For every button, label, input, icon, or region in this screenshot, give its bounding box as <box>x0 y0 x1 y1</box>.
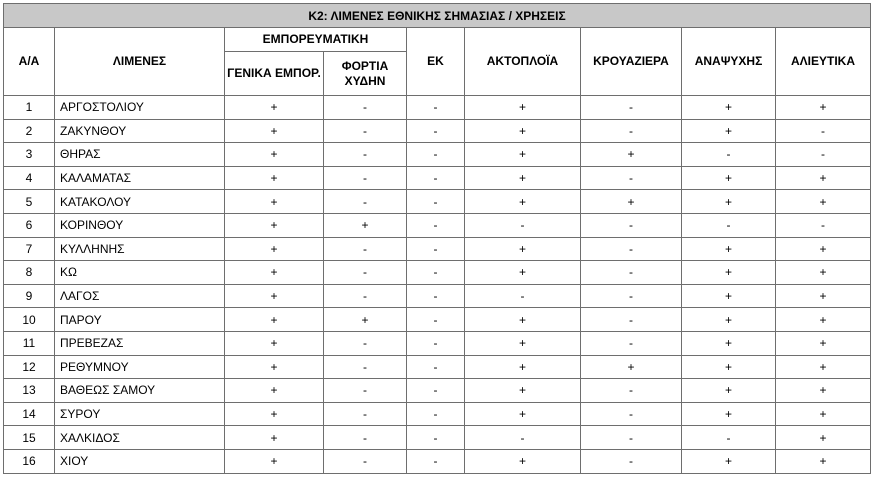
coastal-shipping-cell: + <box>465 402 581 426</box>
leisure-cell: + <box>682 284 776 308</box>
header-aa: Α/Α <box>4 28 55 96</box>
coastal-shipping-cell: - <box>465 284 581 308</box>
ek-cell: - <box>407 119 465 143</box>
fishing-cell: - <box>776 119 871 143</box>
coastal-shipping-cell: + <box>465 190 581 214</box>
port-name-cell: ΣΥΡΟΥ <box>55 402 225 426</box>
fishing-cell: + <box>776 261 871 285</box>
bulk-cargo-cell: + <box>324 213 407 237</box>
bulk-cargo-cell: - <box>324 261 407 285</box>
fishing-cell: + <box>776 308 871 332</box>
port-name-cell: ΛΑΓΟΣ <box>55 284 225 308</box>
leisure-cell: + <box>682 237 776 261</box>
row-number-cell: 16 <box>4 449 55 473</box>
general-cargo-cell: + <box>225 426 324 450</box>
fishing-cell: + <box>776 449 871 473</box>
bulk-cargo-cell: - <box>324 331 407 355</box>
cruise-cell: - <box>581 402 682 426</box>
coastal-shipping-cell: - <box>465 426 581 450</box>
leisure-cell: + <box>682 402 776 426</box>
port-name-cell: ΡΕΘΥΜΝΟΥ <box>55 355 225 379</box>
ek-cell: - <box>407 213 465 237</box>
row-number-cell: 3 <box>4 143 55 167</box>
ek-cell: - <box>407 261 465 285</box>
row-number-cell: 14 <box>4 402 55 426</box>
table-row <box>4 379 871 403</box>
general-cargo-cell: + <box>225 119 324 143</box>
ports-usage-table <box>3 3 871 474</box>
general-cargo-cell: + <box>225 379 324 403</box>
ek-cell: - <box>407 143 465 167</box>
cruise-cell: + <box>581 355 682 379</box>
ek-cell: - <box>407 379 465 403</box>
ek-cell: - <box>407 426 465 450</box>
fishing-cell: + <box>776 331 871 355</box>
leisure-cell: + <box>682 355 776 379</box>
leisure-cell: + <box>682 119 776 143</box>
row-number-cell: 10 <box>4 308 55 332</box>
table-row <box>4 402 871 426</box>
port-name-cell: ΠΑΡΟΥ <box>55 308 225 332</box>
bulk-cargo-cell: - <box>324 284 407 308</box>
bulk-cargo-cell: - <box>324 449 407 473</box>
fishing-cell: + <box>776 426 871 450</box>
cruise-cell: - <box>581 237 682 261</box>
table-row <box>4 261 871 285</box>
general-cargo-cell: + <box>225 284 324 308</box>
general-cargo-cell: + <box>225 402 324 426</box>
coastal-shipping-cell: + <box>465 143 581 167</box>
leisure-cell: + <box>682 190 776 214</box>
ek-cell: - <box>407 331 465 355</box>
general-cargo-cell: + <box>225 96 324 120</box>
table-row <box>4 331 871 355</box>
cruise-cell: - <box>581 284 682 308</box>
coastal-shipping-cell: + <box>465 166 581 190</box>
leisure-cell: + <box>682 379 776 403</box>
general-cargo-cell: + <box>225 449 324 473</box>
bulk-cargo-cell: - <box>324 190 407 214</box>
header-cruise: ΚΡΟΥΑΖΙΕΡΑ <box>581 28 682 96</box>
leisure-cell: + <box>682 308 776 332</box>
port-name-cell: ΧΑΛΚΙΔΟΣ <box>55 426 225 450</box>
cruise-cell: - <box>581 379 682 403</box>
leisure-cell: + <box>682 331 776 355</box>
fishing-cell: + <box>776 166 871 190</box>
leisure-cell: - <box>682 426 776 450</box>
general-cargo-cell: + <box>225 237 324 261</box>
bulk-cargo-cell: - <box>324 237 407 261</box>
cruise-cell: - <box>581 308 682 332</box>
cruise-cell: + <box>581 190 682 214</box>
fishing-cell: + <box>776 355 871 379</box>
ek-cell: - <box>407 284 465 308</box>
row-number-cell: 8 <box>4 261 55 285</box>
table-row <box>4 143 871 167</box>
table-row <box>4 308 871 332</box>
fishing-cell: - <box>776 143 871 167</box>
fishing-cell: + <box>776 379 871 403</box>
bulk-cargo-cell: - <box>324 143 407 167</box>
coastal-shipping-cell: + <box>465 96 581 120</box>
bulk-cargo-cell: + <box>324 308 407 332</box>
table-row <box>4 237 871 261</box>
header-commercial: ΕΜΠΟΡΕΥΜΑΤΙΚΗ <box>225 28 407 52</box>
cruise-cell: - <box>581 96 682 120</box>
port-name-cell: ΧΙΟΥ <box>55 449 225 473</box>
table-row <box>4 96 871 120</box>
bulk-cargo-cell: - <box>324 426 407 450</box>
ek-cell: - <box>407 166 465 190</box>
header-leisure: ΑΝΑΨΥΧΗΣ <box>682 28 776 96</box>
header-ek: ΕΚ <box>407 28 465 96</box>
general-cargo-cell: + <box>225 308 324 332</box>
fishing-cell: - <box>776 213 871 237</box>
port-name-cell: ΘΗΡΑΣ <box>55 143 225 167</box>
row-number-cell: 12 <box>4 355 55 379</box>
table-row <box>4 190 871 214</box>
table-row <box>4 355 871 379</box>
fishing-cell: + <box>776 402 871 426</box>
leisure-cell: + <box>682 261 776 285</box>
coastal-shipping-cell: + <box>465 379 581 403</box>
ek-cell: - <box>407 190 465 214</box>
port-name-cell: ΚΑΛΑΜΑΤΑΣ <box>55 166 225 190</box>
table-row <box>4 426 871 450</box>
coastal-shipping-cell: + <box>465 308 581 332</box>
cruise-cell: - <box>581 119 682 143</box>
table-row <box>4 119 871 143</box>
cruise-cell: - <box>581 261 682 285</box>
ek-cell: - <box>407 449 465 473</box>
ek-cell: - <box>407 237 465 261</box>
coastal-shipping-cell: + <box>465 449 581 473</box>
table-body <box>4 96 871 474</box>
fishing-cell: + <box>776 237 871 261</box>
leisure-cell: + <box>682 166 776 190</box>
fishing-cell: + <box>776 96 871 120</box>
fishing-cell: + <box>776 284 871 308</box>
bulk-cargo-cell: - <box>324 119 407 143</box>
general-cargo-cell: + <box>225 166 324 190</box>
fishing-cell: + <box>776 190 871 214</box>
general-cargo-cell: + <box>225 261 324 285</box>
row-number-cell: 5 <box>4 190 55 214</box>
bulk-cargo-cell: - <box>324 402 407 426</box>
general-cargo-cell: + <box>225 213 324 237</box>
general-cargo-cell: + <box>225 143 324 167</box>
row-number-cell: 11 <box>4 331 55 355</box>
cruise-cell: - <box>581 331 682 355</box>
cruise-cell: - <box>581 166 682 190</box>
row-number-cell: 15 <box>4 426 55 450</box>
cruise-cell: + <box>581 143 682 167</box>
coastal-shipping-cell: + <box>465 331 581 355</box>
port-name-cell: ΖΑΚΥΝΘΟΥ <box>55 119 225 143</box>
table-row <box>4 166 871 190</box>
port-name-cell: ΚΟΡΙΝΘΟΥ <box>55 213 225 237</box>
cruise-cell: - <box>581 449 682 473</box>
general-cargo-cell: + <box>225 190 324 214</box>
row-number-cell: 6 <box>4 213 55 237</box>
table-row <box>4 284 871 308</box>
header-general: ΓΕΝΙΚΑ ΕΜΠΟΡ. <box>225 52 324 96</box>
bulk-cargo-cell: - <box>324 166 407 190</box>
coastal-shipping-cell: - <box>465 213 581 237</box>
port-name-cell: ΚΥΛΛΗΝΗΣ <box>55 237 225 261</box>
coastal-shipping-cell: + <box>465 261 581 285</box>
table-row <box>4 449 871 473</box>
row-number-cell: 9 <box>4 284 55 308</box>
header-ports: ΛΙΜΕΝΕΣ <box>55 28 225 96</box>
leisure-cell: - <box>682 213 776 237</box>
general-cargo-cell: + <box>225 355 324 379</box>
table-title: Κ2: ΛΙΜΕΝΕΣ ΕΘΝΙΚΗΣ ΣΗΜΑΣΙΑΣ / ΧΡΗΣΕΙΣ <box>4 4 871 28</box>
leisure-cell: + <box>682 96 776 120</box>
row-number-cell: 1 <box>4 96 55 120</box>
ek-cell: - <box>407 308 465 332</box>
port-name-cell: ΚΩ <box>55 261 225 285</box>
port-name-cell: ΚΑΤΑΚΟΛΟΥ <box>55 190 225 214</box>
port-name-cell: ΠΡΕΒΕΖΑΣ <box>55 331 225 355</box>
coastal-shipping-cell: + <box>465 237 581 261</box>
leisure-cell: + <box>682 449 776 473</box>
port-name-cell: ΑΡΓΟΣΤΟΛΙΟΥ <box>55 96 225 120</box>
cruise-cell: - <box>581 213 682 237</box>
bulk-cargo-cell: - <box>324 379 407 403</box>
bulk-cargo-cell: - <box>324 96 407 120</box>
row-number-cell: 13 <box>4 379 55 403</box>
coastal-shipping-cell: + <box>465 355 581 379</box>
header-fishing: ΑΛΙΕΥΤΙΚΑ <box>776 28 871 96</box>
leisure-cell: - <box>682 143 776 167</box>
general-cargo-cell: + <box>225 331 324 355</box>
ek-cell: - <box>407 355 465 379</box>
table-row <box>4 213 871 237</box>
coastal-shipping-cell: + <box>465 119 581 143</box>
port-name-cell: ΒΑΘΕΩΣ ΣΑΜΟΥ <box>55 379 225 403</box>
header-bulk: ΦΟΡΤΙΑ ΧΥΔΗΝ <box>324 52 407 96</box>
row-number-cell: 7 <box>4 237 55 261</box>
header-coastal: ΑΚΤΟΠΛΟΪΑ <box>465 28 581 96</box>
cruise-cell: - <box>581 426 682 450</box>
ek-cell: - <box>407 96 465 120</box>
ek-cell: - <box>407 402 465 426</box>
row-number-cell: 2 <box>4 119 55 143</box>
row-number-cell: 4 <box>4 166 55 190</box>
bulk-cargo-cell: - <box>324 355 407 379</box>
